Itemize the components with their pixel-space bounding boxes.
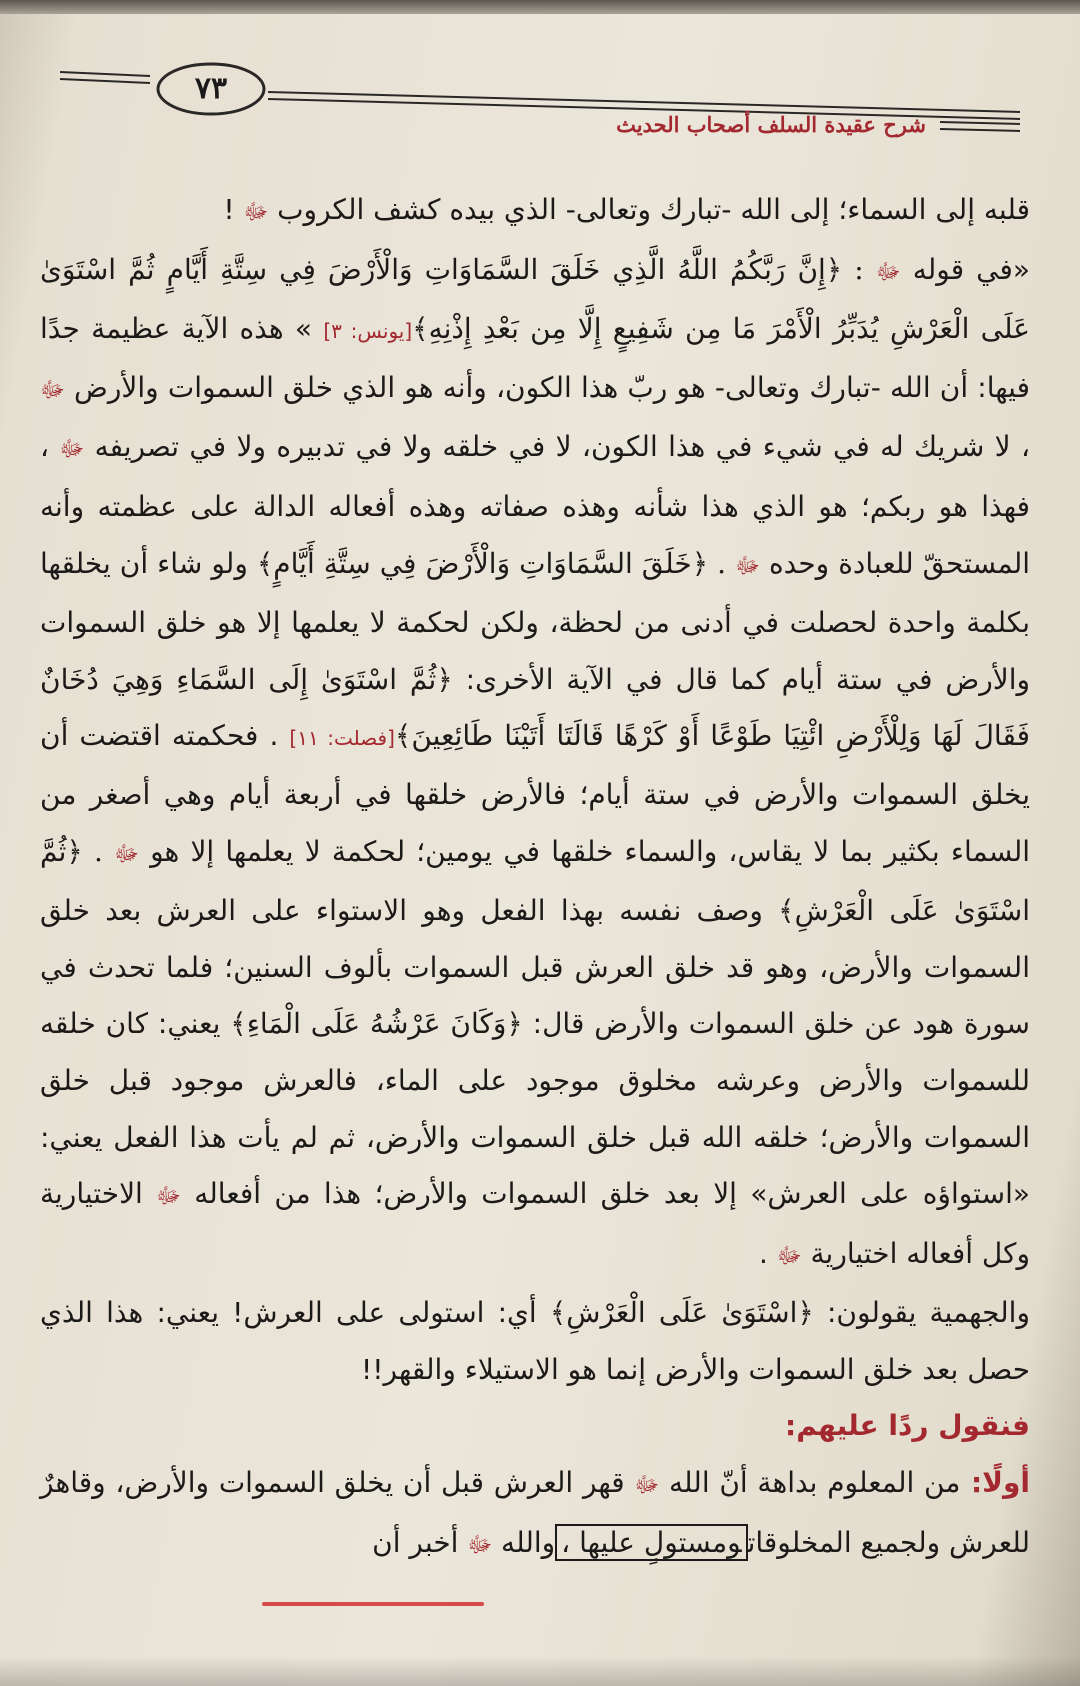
verse-reference: [يونس: ٣]: [323, 319, 413, 344]
text-run: ، لا شريك له في شيء في هذا الكون، لا في خلقه ولا في تدبيره ولا في تصريفه: [84, 430, 1031, 464]
text-run: من المعلوم بداهة أنّ الله: [659, 1466, 961, 1500]
text-run: «في قوله: [900, 252, 1031, 286]
text-run: قهر العرش قبل أن يخلق السموات والأرض، وقاهرٌ للعرش ولجميع المخلوقات: [40, 1466, 1030, 1559]
page-top-edge: [0, 0, 1080, 14]
running-title: شرح عقيدة السلف أصحاب الحديث: [616, 112, 926, 137]
honor-glyph: ﷻ: [59, 437, 85, 463]
page-number: ٧٣: [194, 71, 228, 106]
text-run: ولو شاء أن يخلقها بكلمة واحدة لحصلت في أدنى من لحظة، ولكن لحكمة لا يعلمها إلا هو خلق السموات والأرض في ستة أيام كما قال في الآية الأخرى:: [40, 546, 1030, 696]
paragraph: [40, 242, 1030, 1286]
honor-glyph: ﷻ: [776, 1243, 802, 1269]
text-run: أخبر أن: [372, 1525, 468, 1559]
text-run: قلبه إلى السماء؛ إلى الله -تبارك وتعالى- الذي بيده كشف الكروب: [268, 193, 1030, 226]
boxed-phrase: ومستولٍ عليها ،: [555, 1524, 747, 1561]
quran-verse: ﴿وَكَانَ عَرْشُهُ عَلَى الْمَاءِ﴾: [230, 1007, 523, 1041]
text-run: الاختيارية وكل أفعاله اختيارية: [40, 1177, 1030, 1270]
honor-glyph: ﷻ: [875, 259, 901, 285]
text-run: والله: [492, 1525, 556, 1559]
honor-glyph: ﷻ: [735, 553, 760, 579]
text-run: والجهمية يقولون:: [813, 1296, 1030, 1330]
paragraph: [40, 1398, 1030, 1455]
quran-verse: : ﴿إِنَّ رَبَّكُمُ اللَّهُ الَّذِي خَلَقَ السَّمَاوَاتِ وَالْأَرْضَ فِي سِتَّةِ أَيَّامٍ ثُمَّ اسْتَوَىٰ عَلَى الْعَرْشِ يُدَبِّرُ الْأَمْرَ مَا مِن شَفِيعٍ إِلَّا مِن بَعْدِ إِذْنِهِ﴾: [40, 252, 1030, 346]
paragraph: [40, 1455, 1030, 1574]
text-run: يعني: كان خلقه للسموات والأرض وعرشه مخلوق موجود على الماء، فالعرش موجود قبل خلق السموات والأرض؛ خلقه الله قبل خلق السموات والأرض، ثم لم يأت هذا الفعل يعني: «استواؤه على العرش» إلا بعد خلق السموات والأرض؛ هذا من أفعاله: [40, 1007, 1031, 1211]
quran-verse: . ﴿خَلَقَ السَّمَاوَاتِ وَالْأَرْضَ فِي سِتَّةِ أَيَّامٍ﴾: [256, 546, 736, 580]
honor-glyph: ﷻ: [467, 1532, 493, 1558]
paragraph: [40, 182, 1030, 242]
text-run: أي: استولى على العرش! يعني: هذا الذي حصل بعد خلق السموات والأرض إنما هو الاستيلاء والقهر!!: [40, 1296, 1030, 1386]
section-heading: فنقول ردًا عليهم:: [785, 1409, 1030, 1443]
section-heading: أولًا:: [960, 1466, 1030, 1500]
quran-verse: ﴿اسْتَوَىٰ عَلَى الْعَرْشِ﴾: [549, 1296, 814, 1330]
honor-glyph: ﷻ: [114, 841, 139, 867]
paragraph: [40, 1285, 1030, 1398]
text-run: وصف نفسه بهذا الفعل وهو الاستواء على العرش بعد خلق السموات والأرض، وهو قد خلق العرش قبل السموات بألوف السنين؛ فلما تحدث في سورة هود عن خلق السموات والأرض قال:: [40, 894, 1030, 1041]
page-bottom-shadow: [0, 1656, 1080, 1686]
red-underline-annotation: [262, 1602, 484, 1606]
text-run: » هذه الآية عظيمة جدًا فيها: أن الله -تبارك وتعالى- هو ربّ هذا الكون، وأنه هو الذي خلق السموات والأرض: [40, 312, 1030, 404]
honor-glyph: ﷻ: [156, 1184, 181, 1210]
honor-glyph: ﷻ: [243, 200, 269, 225]
quran-verse: . ﴿ثُمَّ اسْتَوَىٰ عَلَى الْعَرْشِ﴾: [40, 834, 1031, 928]
text-run: .: [758, 1236, 777, 1270]
text-run: . فحكمته اقتضت أن يخلق السموات والأرض في ستة أيام؛ فالأرض خلقها في أربعة أيام وهي أصغر من السماء بكثير بما لا يقاس، والسماء خلقها في يومين؛ لحكمة لا يعلمها إلا هو: [40, 719, 1030, 868]
honor-glyph: ﷻ: [40, 377, 65, 403]
text-run: ، فهذا هو ربكم؛ هو الذي هذا شأنه وهذه صفاته وهذه أفعاله الدالة على عظمته وأنه المستحقّ للعبادة وحده: [40, 430, 1031, 580]
text-run: !: [223, 193, 244, 226]
body-text: [40, 182, 1030, 1574]
verse-reference: [فصلت: ١١]: [289, 726, 395, 751]
quran-verse: ﴿ثُمَّ اسْتَوَىٰ إِلَى السَّمَاءِ وَهِيَ دُخَانٌ فَقَالَ لَهَا وَلِلْأَرْضِ ائْتِيَا طَوْعًا أَوْ كَرْهًا قَالَتَا أَتَيْنَا طَائِعِينَ﴾: [40, 662, 1030, 753]
honor-glyph: ﷻ: [634, 1473, 660, 1499]
